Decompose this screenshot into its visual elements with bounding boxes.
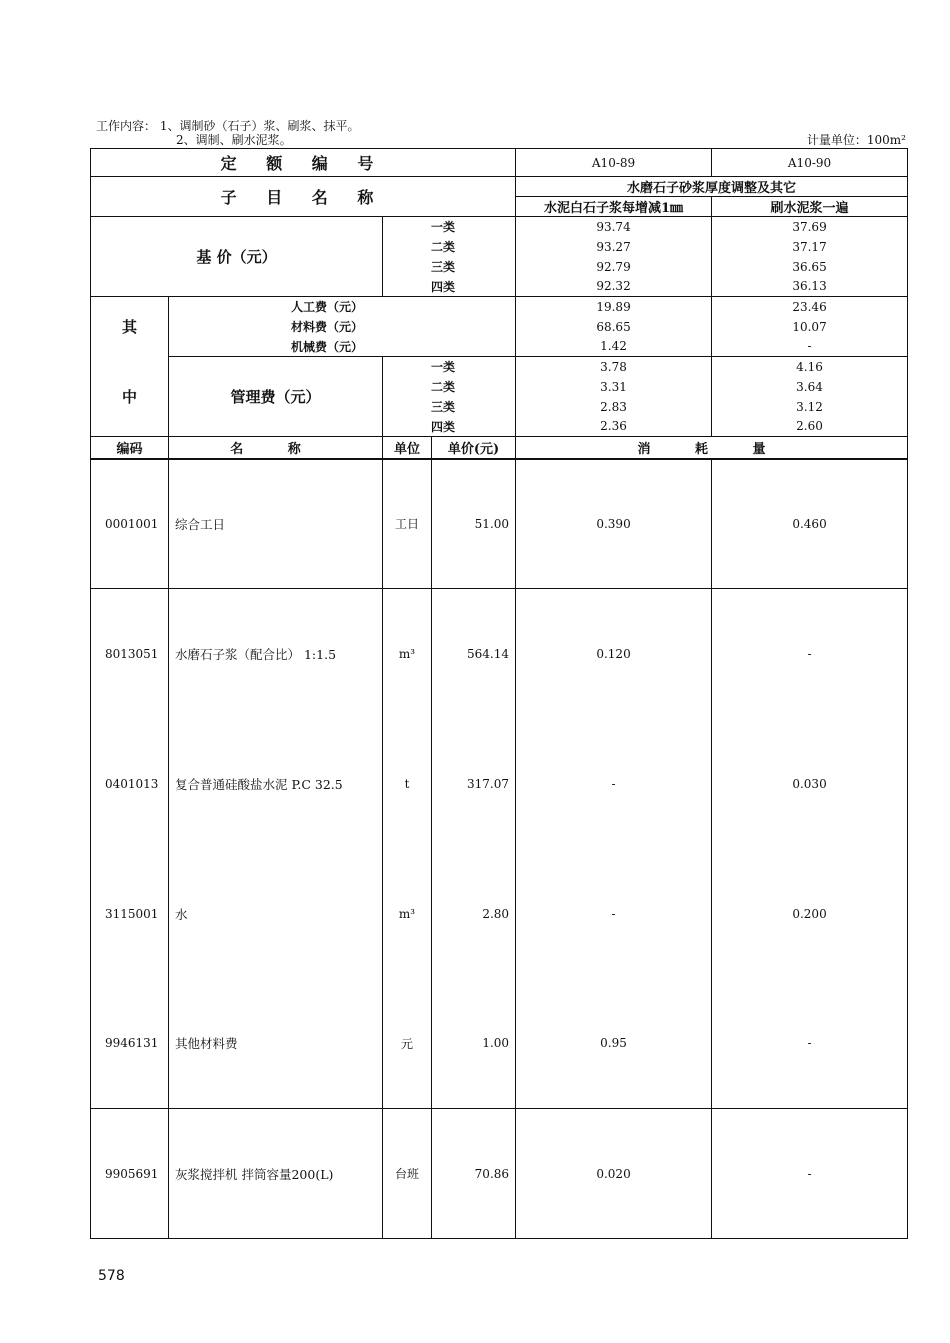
resource-row-4 — [91, 849, 908, 979]
machine-fee-label: 机械费（元） — [169, 337, 516, 357]
mgmt-class-2: 二类 — [383, 377, 516, 397]
resource-consumption-a: 0.120 — [516, 589, 712, 719]
resource-code: 3115001 — [91, 849, 169, 979]
resource-unit: 台班 — [383, 1109, 432, 1239]
quota-code-a: A10-89 — [516, 149, 712, 177]
item-name-a: 水泥白石子浆每增减1㎜ — [516, 197, 712, 217]
resource-code: 8013051 — [91, 589, 169, 719]
resource-consumption-a: - — [516, 849, 712, 979]
mgmt-class-1: 一类 — [383, 357, 516, 377]
resource-code: 0401013 — [91, 719, 169, 849]
labor-fee-row — [91, 297, 908, 317]
work-content-line-2 — [176, 133, 292, 147]
item-name-b: 刷水泥浆一遍 — [712, 197, 908, 217]
resource-unit: 工日 — [383, 459, 432, 589]
unit-note: 计量单位：100m² — [806, 133, 906, 147]
resource-code: 9905691 — [91, 1109, 169, 1239]
work-content-line-1 — [96, 119, 359, 133]
resource-code: 0001001 — [91, 459, 169, 589]
resource-consumption-a: - — [516, 719, 712, 849]
col-consumption: 消 耗 量 — [516, 437, 908, 459]
base-class-4: 四类 — [383, 277, 516, 297]
resource-consumption-b: 0.030 — [712, 719, 908, 849]
resource-consumption-a: 0.95 — [516, 979, 712, 1109]
base-price-a-1: 93.74 — [516, 217, 712, 237]
resource-name: 综合工日 — [169, 459, 383, 589]
work-content-label: 工作内容： — [96, 119, 157, 133]
resource-name: 水 — [169, 849, 383, 979]
mgmt-fee-a-2: 3.31 — [516, 377, 712, 397]
base-class-1: 一类 — [383, 217, 516, 237]
quota-code-label: 定 额 编 号 — [91, 149, 516, 177]
quota-table — [90, 148, 908, 1239]
item-name-label: 子 目 名 称 — [91, 177, 516, 217]
resource-unit: m³ — [383, 589, 432, 719]
col-code: 编码 — [91, 437, 169, 459]
base-price-a-3: 92.79 — [516, 257, 712, 277]
base-price-b-3: 36.65 — [712, 257, 908, 277]
resource-price: 2.80 — [432, 849, 516, 979]
machine-fee-a: 1.42 — [516, 337, 712, 357]
resource-unit: m³ — [383, 849, 432, 979]
resource-row-5 — [91, 979, 908, 1109]
resource-consumption-b: 0.200 — [712, 849, 908, 979]
mgmt-fee-b-4: 2.60 — [712, 417, 908, 437]
quota-code-b: A10-90 — [712, 149, 908, 177]
col-name: 名 称 — [169, 437, 383, 459]
resource-price: 564.14 — [432, 589, 516, 719]
mgmt-fee-a-1: 3.78 — [516, 357, 712, 377]
resource-price: 1.00 — [432, 979, 516, 1109]
breakdown-side-bottom: 中 — [91, 357, 169, 437]
resource-unit: 元 — [383, 979, 432, 1109]
mgmt-fee-label: 管理费（元） — [169, 357, 383, 437]
base-price-label: 基 价（元） — [91, 217, 383, 297]
quota-code-row — [91, 149, 908, 177]
resource-consumption-b: - — [712, 979, 908, 1109]
material-fee-label: 材料费（元） — [169, 317, 516, 337]
work-content-item-2: 2、调制、刷水泥浆。 — [176, 133, 292, 147]
material-fee-b: 10.07 — [712, 317, 908, 337]
col-price: 单价(元) — [432, 437, 516, 459]
resource-unit: t — [383, 719, 432, 849]
mgmt-fee-row-1 — [91, 357, 908, 377]
machine-fee-b: - — [712, 337, 908, 357]
mgmt-class-4: 四类 — [383, 417, 516, 437]
resource-price: 317.07 — [432, 719, 516, 849]
labor-fee-b: 23.46 — [712, 297, 908, 317]
resource-row-3 — [91, 719, 908, 849]
base-price-b-1: 37.69 — [712, 217, 908, 237]
resource-code: 9946131 — [91, 979, 169, 1109]
resource-name: 其他材料费 — [169, 979, 383, 1109]
material-fee-row — [91, 317, 908, 337]
base-price-b-4: 36.13 — [712, 277, 908, 297]
resource-consumption-a: 0.020 — [516, 1109, 712, 1239]
mgmt-fee-a-4: 2.36 — [516, 417, 712, 437]
resource-consumption-a: 0.390 — [516, 459, 712, 589]
resource-consumption-b: 0.460 — [712, 459, 908, 589]
work-content-item-1: 1、调制砂（石子）浆、刷浆、抹平。 — [159, 119, 360, 133]
resource-row-6 — [91, 1109, 908, 1239]
col-unit: 单位 — [383, 437, 432, 459]
resource-consumption-b: - — [712, 1109, 908, 1239]
material-fee-a: 68.65 — [516, 317, 712, 337]
resource-price: 70.86 — [432, 1109, 516, 1239]
page-number: 578 — [98, 1268, 125, 1284]
resource-name: 水磨石子浆（配合比） 1:1.5 — [169, 589, 383, 719]
resource-row-1 — [91, 459, 908, 589]
group-title: 水磨石子砂浆厚度调整及其它 — [516, 177, 908, 197]
base-price-a-4: 92.32 — [516, 277, 712, 297]
base-price-row-1 — [91, 217, 908, 237]
resource-consumption-b: - — [712, 589, 908, 719]
labor-fee-a: 19.89 — [516, 297, 712, 317]
group-title-row — [91, 177, 908, 197]
column-header-row — [91, 437, 908, 459]
mgmt-fee-b-2: 3.64 — [712, 377, 908, 397]
machine-fee-row — [91, 337, 908, 357]
base-class-2: 二类 — [383, 237, 516, 257]
base-price-b-2: 37.17 — [712, 237, 908, 257]
labor-fee-label: 人工费（元） — [169, 297, 516, 317]
mgmt-class-3: 三类 — [383, 397, 516, 417]
resource-name: 灰浆搅拌机 拌筒容量200(L) — [169, 1109, 383, 1239]
mgmt-fee-a-3: 2.83 — [516, 397, 712, 417]
base-price-a-2: 93.27 — [516, 237, 712, 257]
mgmt-fee-b-3: 3.12 — [712, 397, 908, 417]
resource-price: 51.00 — [432, 459, 516, 589]
resource-row-2 — [91, 589, 908, 719]
base-class-3: 三类 — [383, 257, 516, 277]
mgmt-fee-b-1: 4.16 — [712, 357, 908, 377]
breakdown-side-top: 其 — [91, 297, 169, 357]
resource-name: 复合普通硅酸盐水泥 P.C 32.5 — [169, 719, 383, 849]
